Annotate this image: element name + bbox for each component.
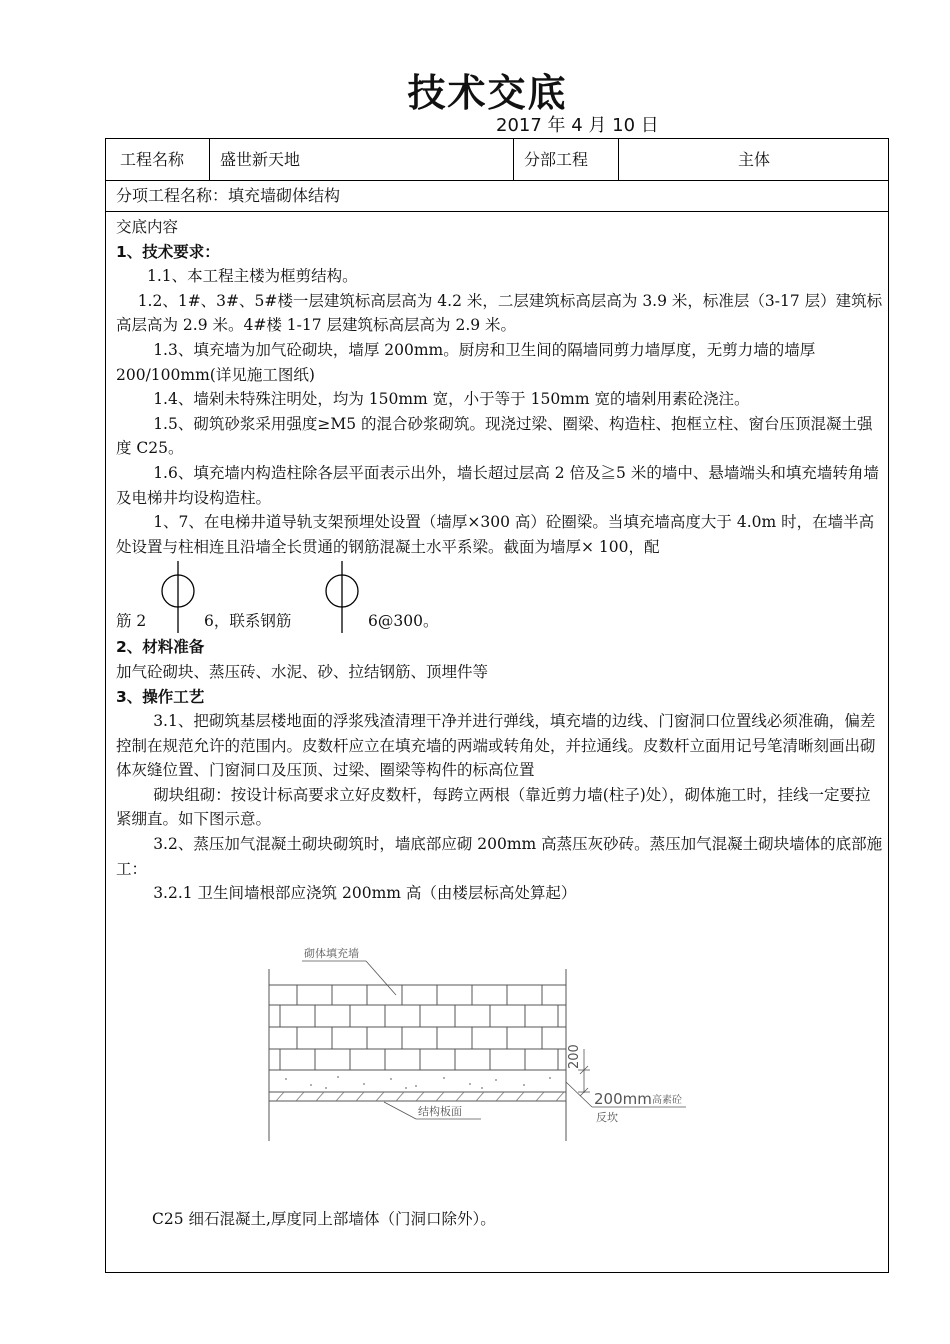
- slab-hatch: [276, 1092, 564, 1101]
- paragraph-1-5: 1.5、砌筑砂浆采用强度≥M5 的混合砂浆砌筑。现浇过梁、圈梁、构造柱、抱框立柱、窗台压顶混凝土强度 C25。: [116, 414, 873, 458]
- paragraph-3-2: 3.2、蒸压加气混凝土砌块砌筑时，墙底部应砌 200mm 高蒸压灰砂砖。蒸压加气混凝土砌块墙体的底部施工：: [116, 835, 883, 878]
- paragraph-3-2-1: 3.2.1 卫生间墙根部应浇筑 200mm 高（由楼层标高处算起）: [153, 884, 577, 903]
- concrete-curb: [269, 1070, 566, 1092]
- brick-courses: [269, 985, 566, 1070]
- project-name-label: 工程名称: [120, 150, 185, 169]
- concrete-speckle: [285, 1076, 551, 1089]
- section-materials-title: 2、材料准备: [116, 638, 205, 657]
- section-technical-title: 1、技术要求：: [116, 242, 220, 261]
- paragraph-3-1b: 砌块组砌：按设计标高要求立好皮数杆，每跨立两根（靠近剪力墙(柱子)处），砌体施工时，挂线一定要拉紧绷直。如下图示意。: [116, 785, 871, 829]
- paragraph-1-6: 1.6、填充墙内构造柱除各层平面表示出外，墙长超过层高 2 倍及≧5 米的墙中、悬墙端头和填充墙转角墙及电梯井均设构造柱。: [116, 463, 879, 507]
- content-label: 交底内容: [116, 218, 179, 236]
- division-label: 分部工程: [524, 150, 589, 169]
- label-wall: 砌体填充墙: [304, 947, 359, 960]
- closing-note: C25 细石混凝土,厚度同上部墙体（门洞口除外）。: [152, 1210, 496, 1228]
- paragraph-2: 加气砼砌块、蒸压砖、水泥、砂、拉结钢筋、顶埋件等: [116, 662, 489, 681]
- disclosure-form: [105, 138, 889, 1273]
- label-200mm: 200mm: [594, 1090, 652, 1108]
- row-divider: [106, 180, 888, 181]
- document-title: 技术交底: [407, 71, 568, 115]
- paragraph-1-7: 1、7、在电梯井道导轨支架预埋处设置（墙厚×300 高）砼圈梁。当填充墙高度大于 4.0m 时，在墙半高处设置与柱相连且沿墙全长贯通的钢筋混凝土水平系梁。截面为墙厚× 100，配: [116, 513, 875, 556]
- divider: [209, 139, 210, 180]
- paragraph-1-2: 1.2、1#、3#、5#楼一层建筑标高层高为 4.2 米，二层建筑标高层高为 3.9 米，标准层（3-17 层）建筑标高层高为 2.9 米。4#楼 1-17 层建筑标高层高为 2.9 米。: [116, 291, 883, 335]
- rebar-text-b: 6，联系钢筋: [204, 611, 292, 630]
- rebar-diameter-icon: [322, 559, 362, 635]
- document-date: 2017 年 4 月 10 日: [496, 115, 659, 136]
- label-slab: 结构板面: [418, 1105, 462, 1118]
- paragraph-1-3: 1.3、填充墙为加气砼砌块，墙厚 200mm。厨房和卫生间的隔墙同剪力墙厚度，无剪力墙的墙厚 200/100mm(详见施工图纸): [116, 340, 816, 384]
- rebar-diameter-icon: [158, 559, 198, 635]
- disclosure-content: [116, 215, 884, 906]
- paragraph-1-1: 1.1、本工程主楼为框剪结构。: [147, 267, 358, 286]
- division-value: 主体: [737, 150, 770, 169]
- section-process-title: 3、操作工艺: [116, 687, 205, 706]
- row-divider: [106, 211, 888, 212]
- dimension-200: 200: [567, 1044, 582, 1069]
- rebar-text-c: 6@300。: [368, 611, 439, 630]
- divider: [513, 139, 514, 180]
- paragraph-3-1: 3.1、把砌筑基层楼地面的浮浆残渣清理干净并进行弹线，填充墙的边线、门窗洞口位置线必须准确，偏差控制在规范允许的范围内。皮数杆应立在填充墙的两端或转角处，并拉通线。皮数杆立面用记号笔清晰刻画出砌体灰缝位置、门窗洞口及压顶、过梁、圈梁等构件的标高位置: [116, 712, 876, 780]
- wall-base-diagram: [266, 939, 706, 1149]
- rebar-line: [116, 559, 884, 635]
- rebar-text-a: 筋 2: [116, 611, 147, 630]
- label-fanfan: 反坎: [596, 1111, 618, 1124]
- label-grey: 高素砼: [652, 1095, 682, 1106]
- subitem-name: 分项工程名称：填充墙砌体结构: [116, 186, 341, 205]
- project-name-value: 盛世新天地: [220, 150, 301, 169]
- paragraph-1-4: 1.4、墙剁未特殊注明处，均为 150mm 宽，小于等于 150mm 宽的墙剁用素砼浇注。: [153, 390, 750, 409]
